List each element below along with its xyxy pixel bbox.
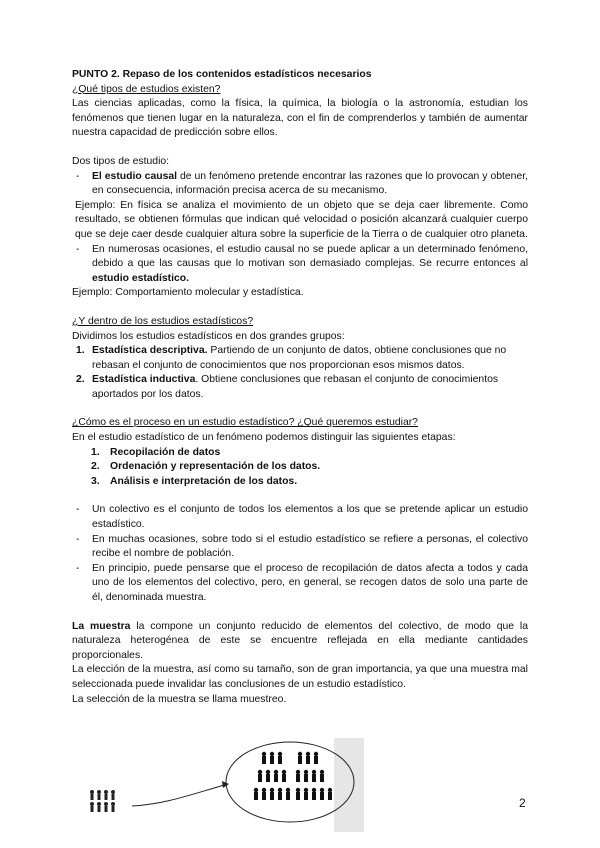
two-types-label: Dos tipos de estudio:	[72, 155, 170, 167]
concepts-list	[72, 503, 528, 605]
stages-list	[72, 446, 528, 490]
list-item: 3. Análisis e interpretación de los datos.	[91, 475, 298, 487]
person-icon	[111, 802, 115, 812]
person-icon	[104, 790, 108, 800]
list-item: 2. Ordenación y representación de los datos.	[91, 461, 321, 473]
question-process: ¿Cómo es el proceso en un estudio estadístico? ¿Qué queremos estudiar?	[72, 417, 418, 429]
page-number: 2	[519, 796, 526, 810]
question-types: ¿Qué tipos de estudios existen?	[72, 83, 221, 95]
section-title: PUNTO 2. Repaso de los contenidos estadísticos necesarios	[72, 69, 372, 80]
causal-example: Ejemplo: En física se analiza el movimiento de un objeto que se deja caer libremente. Como resultado, se obtienen fórmulas que indican qué velocidad o posición alcanzará cualquier cuerpo que se deje caer desde cualquier altura sobre la superficie de la Tierra o de cualquier otro planeta.	[75, 199, 528, 240]
list-item: 2. Estadística inductiva. Obtiene conclusiones que rebasan el conjunto de conocimientos aportados por los datos.	[76, 374, 499, 400]
stat-example: Ejemplo: Comportamiento molecular y estadística.	[72, 287, 304, 299]
person-icon	[97, 802, 101, 812]
eleccion-paragraph: La elección de la muestra, así como su tamaño, son de gran importancia, ya que una muestra mal seleccionada puede invalidar las conclusiones de un estudio estadístico.	[72, 664, 528, 690]
muestreo-paragraph: La selección de la muestra se llama muestreo.	[72, 693, 287, 705]
person-icon	[97, 790, 101, 800]
document-body	[72, 68, 528, 707]
person-icon	[90, 790, 94, 800]
list-item: - El estudio causal de un fenómeno pretende encontrar las razones que lo provocan y obtener, en consecuencia, información precisa acerca de su mecanismo.	[72, 170, 528, 199]
intro-paragraph: Las ciencias aplicadas, como la física, la química, la biología o la astronomía, estudian los fenómenos que tienen lugar en la naturaleza, con el fin de comprenderlos y también de aumentar nuestra capacidad de predicción sobre ellos.	[72, 98, 528, 139]
person-icon	[104, 802, 108, 812]
stages-intro: En el estudio estadístico de un fenómeno podemos distinguir las siguientes etapas:	[72, 432, 456, 444]
study-types-list-2	[72, 243, 528, 287]
sample-population-figure	[72, 732, 372, 832]
groups-list	[72, 344, 528, 402]
person-icon	[90, 802, 94, 812]
person-icon	[111, 790, 115, 800]
list-item: - En principio, puede pensarse que el proceso de recopilación de datos afecta a todos y cada uno de los elementos del colectivo, pero, en general, se recogen datos de solo una parte de él, denominada muestra.	[72, 562, 528, 606]
study-types-list	[72, 170, 528, 199]
figure-background-strip	[334, 738, 364, 832]
list-item: 1. Recopilación de datos	[91, 446, 221, 458]
list-item: - En numerosas ocasiones, el estudio causal no se puede aplicar a un determinado fenómeno, debido a que las causas que lo motivan son demasiado complejas. Se recurre entonces al estudio estadístico.	[72, 243, 528, 287]
list-item: 1. Estadística descriptiva. Partiendo de un conjunto de datos, obtiene conclusiones que no rebasan el conjunto de conocimientos que nos proporcionan esos mismos datos.	[76, 345, 507, 371]
muestra-paragraph: La muestra la compone un conjunto reducido de elementos del colectivo, de modo que la naturaleza heterogénea de este se encuentre reflejada en ella mediante cantidades proporcionales.	[72, 620, 528, 661]
question-statistical: ¿Y dentro de los estudios estadísticos?	[72, 315, 254, 327]
divide-text: Dividimos los estudios estadísticos en dos grandes grupos:	[72, 330, 345, 342]
list-item: - Un colectivo es el conjunto de todos los elementos a los que se pretende aplicar un estudio estadístico.	[72, 503, 528, 532]
list-item: - En muchas ocasiones, sobre todo si el estudio estadístico se refiere a personas, el colectivo recibe el nombre de población.	[72, 533, 528, 562]
